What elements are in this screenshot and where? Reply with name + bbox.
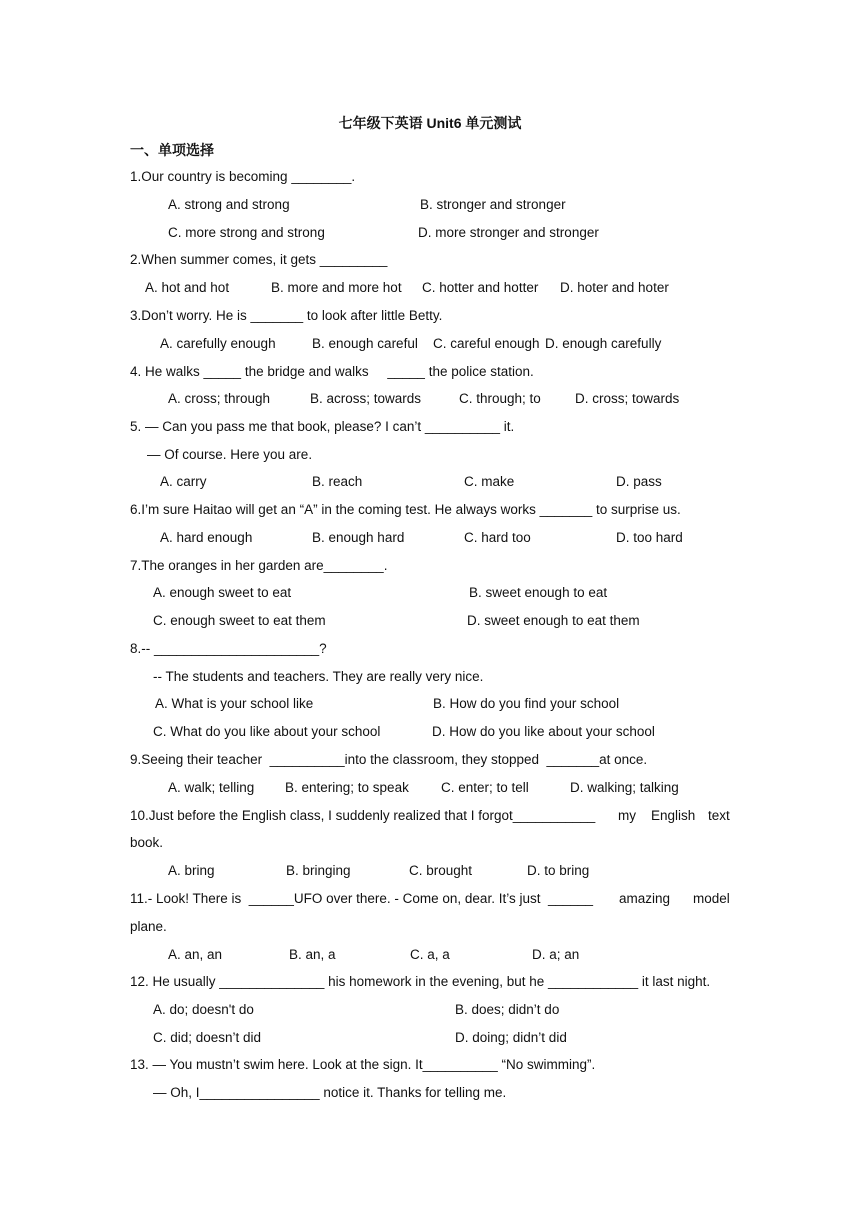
q8-option-d: D. How do you like about your school: [432, 724, 655, 739]
q9-option-b: B. entering; to speak: [285, 780, 409, 795]
q10-option-a: A. bring: [168, 863, 215, 878]
q4-option-d: D. cross; towards: [575, 391, 680, 406]
q1-option-b: B. stronger and stronger: [420, 197, 566, 212]
q7-option-c: C. enough sweet to eat them: [153, 613, 326, 628]
question-8: 8.-- ______________________?: [130, 641, 327, 656]
q11-option-b: B. an, a: [289, 947, 336, 962]
question-5: 5. — Can you pass me that book, please? I can’t __________ it.: [130, 419, 515, 434]
question-5-reply: — Of course. Here you are.: [147, 447, 313, 462]
question-10-continued: book.: [130, 835, 164, 850]
q12-option-b: B. does; didn’t do: [455, 1002, 560, 1017]
q3-option-a: A. carefully enough: [160, 336, 276, 351]
q3-option-c: C. careful enough: [433, 336, 540, 351]
question-10-word: text: [708, 808, 730, 823]
question-9: 9.Seeing their teacher __________into the classroom, they stopped _______at once.: [130, 752, 648, 767]
q7-option-a: A. enough sweet to eat: [153, 585, 292, 600]
q5-option-a: A. carry: [160, 474, 207, 489]
question-12: 12. He usually ______________ his homework in the evening, but he ____________ it last night.: [130, 974, 711, 989]
q7-option-b: B. sweet enough to eat: [469, 585, 608, 600]
page-title: 七年级下英语 Unit6 单元测试: [338, 115, 522, 131]
q2-option-a: A. hot and hot: [145, 280, 230, 295]
q1-option-d: D. more stronger and stronger: [418, 225, 599, 240]
question-10-word: English: [651, 808, 696, 823]
question-1: 1.Our country is becoming ________.: [130, 169, 356, 184]
q10-option-d: D. to bring: [527, 863, 590, 878]
q5-option-c: C. make: [464, 474, 515, 489]
question-10: 10.Just before the English class, I suddenly realized that I forgot___________: [130, 808, 596, 823]
question-11-continued: plane.: [130, 919, 167, 934]
question-8-reply: -- The students and teachers. They are really very nice.: [153, 669, 484, 684]
q5-option-d: D. pass: [616, 474, 662, 489]
q3-option-b: B. enough careful: [312, 336, 418, 351]
q8-option-a: A. What is your school like: [155, 696, 314, 711]
question-10-word: my: [618, 808, 636, 823]
q1-option-a: A. strong and strong: [168, 197, 290, 212]
q5-option-b: B. reach: [312, 474, 363, 489]
q12-option-a: A. do; doesn't do: [153, 1002, 254, 1017]
q4-option-a: A. cross; through: [168, 391, 271, 406]
question-13: 13. — You mustn’t swim here. Look at the sign. It__________ “No swimming”.: [130, 1057, 596, 1072]
q2-option-c: C. hotter and hotter: [422, 280, 539, 295]
q4-option-b: B. across; towards: [310, 391, 422, 406]
q8-option-b: B. How do you find your school: [433, 696, 620, 711]
question-11-word: amazing: [619, 891, 671, 906]
question-4: 4. He walks _____ the bridge and walks _____ the police station.: [130, 364, 534, 379]
q2-option-b: B. more and more hot: [271, 280, 402, 295]
q9-option-a: A. walk; telling: [168, 780, 255, 795]
q8-option-c: C. What do you like about your school: [153, 724, 381, 739]
q6-option-b: B. enough hard: [312, 530, 405, 545]
q3-option-d: D. enough carefully: [545, 336, 662, 351]
q10-option-c: C. brought: [409, 863, 473, 878]
q9-option-c: C. enter; to tell: [441, 780, 529, 795]
question-2: 2.When summer comes, it gets _________: [130, 252, 388, 267]
question-11: 11.- Look! There is ______UFO over there. - Come on, dear. It’s just ______: [130, 891, 594, 906]
question-6: 6.I’m sure Haitao will get an “A” in the coming test. He always works _______ to surprise us.: [130, 502, 681, 517]
q12-option-c: C. did; doesn’t did: [153, 1030, 262, 1045]
q12-option-d: D. doing; didn’t did: [455, 1030, 567, 1045]
q11-option-a: A. an, an: [168, 947, 223, 962]
question-13-reply: — Oh, I________________ notice it. Thanks for telling me.: [153, 1085, 507, 1100]
q10-option-b: B. bringing: [286, 863, 351, 878]
section-heading: 一、单项选择: [130, 142, 214, 158]
q6-option-d: D. too hard: [616, 530, 683, 545]
question-11-word: model: [693, 891, 730, 906]
q11-option-d: D. a; an: [532, 947, 580, 962]
q7-option-d: D. sweet enough to eat them: [467, 613, 640, 628]
q4-option-c: C. through; to: [459, 391, 541, 406]
q2-option-d: D. hoter and hoter: [560, 280, 669, 295]
question-3: 3.Don’t worry. He is _______ to look after little Betty.: [130, 308, 443, 323]
q9-option-d: D. walking; talking: [570, 780, 679, 795]
q1-option-c: C. more strong and strong: [168, 225, 325, 240]
q6-option-a: A. hard enough: [160, 530, 253, 545]
question-7: 7.The oranges in her garden are________.: [130, 558, 388, 573]
q11-option-c: C. a, a: [410, 947, 450, 962]
q6-option-c: C. hard too: [464, 530, 531, 545]
